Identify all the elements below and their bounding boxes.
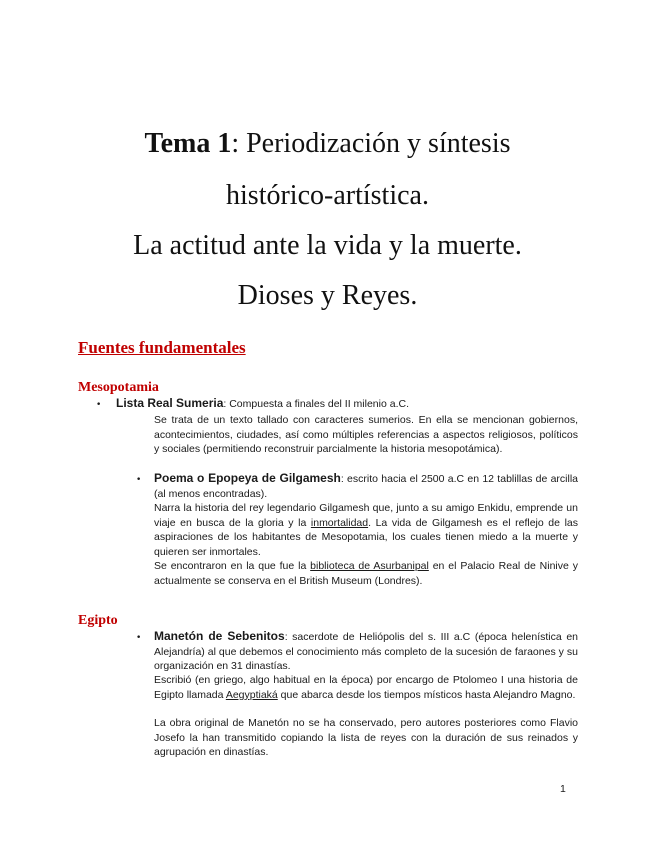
gilgamesh-paragraph-1 [154, 501, 578, 559]
title-topic: Tema 1 [144, 128, 232, 159]
biblioteca-link: biblioteca de Asurbanipal [310, 560, 429, 572]
maneton-text: Escribió (en griego, algo habitual en la época) por encargo de Ptolomeo I una historia de Egipto llamada [154, 674, 578, 701]
aegyptiaka-link: Aegyptiaká [225, 688, 278, 701]
maneton-lead: : sacerdote de Heliópolis del s. III a.C (época helenística en Alejandría) al que debemos el conocimiento más completo de la sucesión de faraones y su organización en 31 dinastías. [154, 631, 578, 672]
gilgamesh-text: Narra la historia del rey legendario Gilgamesh que, junto a su amigo Enkidu, emprende un viaje en busca de la gloria y la [154, 502, 578, 529]
maneton-paragraph-2: La obra original de Manetón no se ha conservado, pero autores posteriores como Flavio Josefo la han transmitido copiando la lista de reyes con la duración de sus reinados y agrupación en dinastías. [154, 717, 578, 758]
lista-real-lead: : Compuesta a finales del II milenio a.C. [223, 398, 409, 410]
gilgamesh-text: . La vida de Gilgamesh es el reflejo de las aspiraciones de los habitantes de Mesopotamia, los cuales tienen miedo a la muerte y quieren ser inmortales. [154, 516, 578, 558]
title-subject: : Periodización y síntesis [231, 128, 511, 159]
maneton-heading-paragraph [154, 629, 578, 674]
bullet-icon: • [136, 475, 142, 485]
title-line-4: Dioses y Reyes. [237, 280, 418, 311]
title-line-1 [0, 128, 655, 160]
title-line-3: La actitud ante la vida y la muerte. [133, 230, 522, 261]
gilgamesh-label: Poema o Epopeya de Gilgamesh [154, 471, 341, 485]
bullet-icon: • [136, 633, 142, 643]
gilgamesh-heading-line [154, 471, 578, 501]
title-line-2: histórico-artística. [226, 180, 429, 211]
maneton-label: Manetón de Sebenitos [154, 629, 285, 643]
egipto-heading: Egipto [78, 613, 118, 628]
gilgamesh-paragraph-2 [154, 559, 578, 588]
lista-real-heading-line [116, 396, 578, 412]
gilgamesh-lead: : escrito hacia el 2500 a.C en 12 tablillas de arcilla (al menos encontradas). [154, 473, 578, 500]
gilgamesh-text: en el Palacio Real de Ninive y actualmente se conserva en el British Museum (Londres). [154, 560, 578, 587]
page-number: 1 [560, 783, 566, 795]
bullet-icon: • [96, 400, 102, 410]
mesopotamia-heading: Mesopotamia [78, 380, 159, 395]
gilgamesh-text: Se encontraron en la que fue la [154, 560, 311, 572]
maneton-text: que abarca desde los tiempos místicos hasta Alejandro Magno. [277, 688, 576, 701]
lista-real-paragraph: Se trata de un texto tallado con caracteres sumerios. En ella se mencionan gobiernos, acontecimientos, ciudades, así como múltiples referencias a aspectos religiosos, políticos y sociales (permitiendo reconstruir parcialmente la historia mesopotámica). [154, 414, 578, 455]
maneton-paragraph-1 [154, 673, 578, 702]
inmortalidad-link: inmortalidad [310, 516, 369, 529]
lista-real-label: Lista Real Sumeria [116, 396, 224, 410]
section-heading: Fuentes fundamentales [78, 338, 246, 357]
